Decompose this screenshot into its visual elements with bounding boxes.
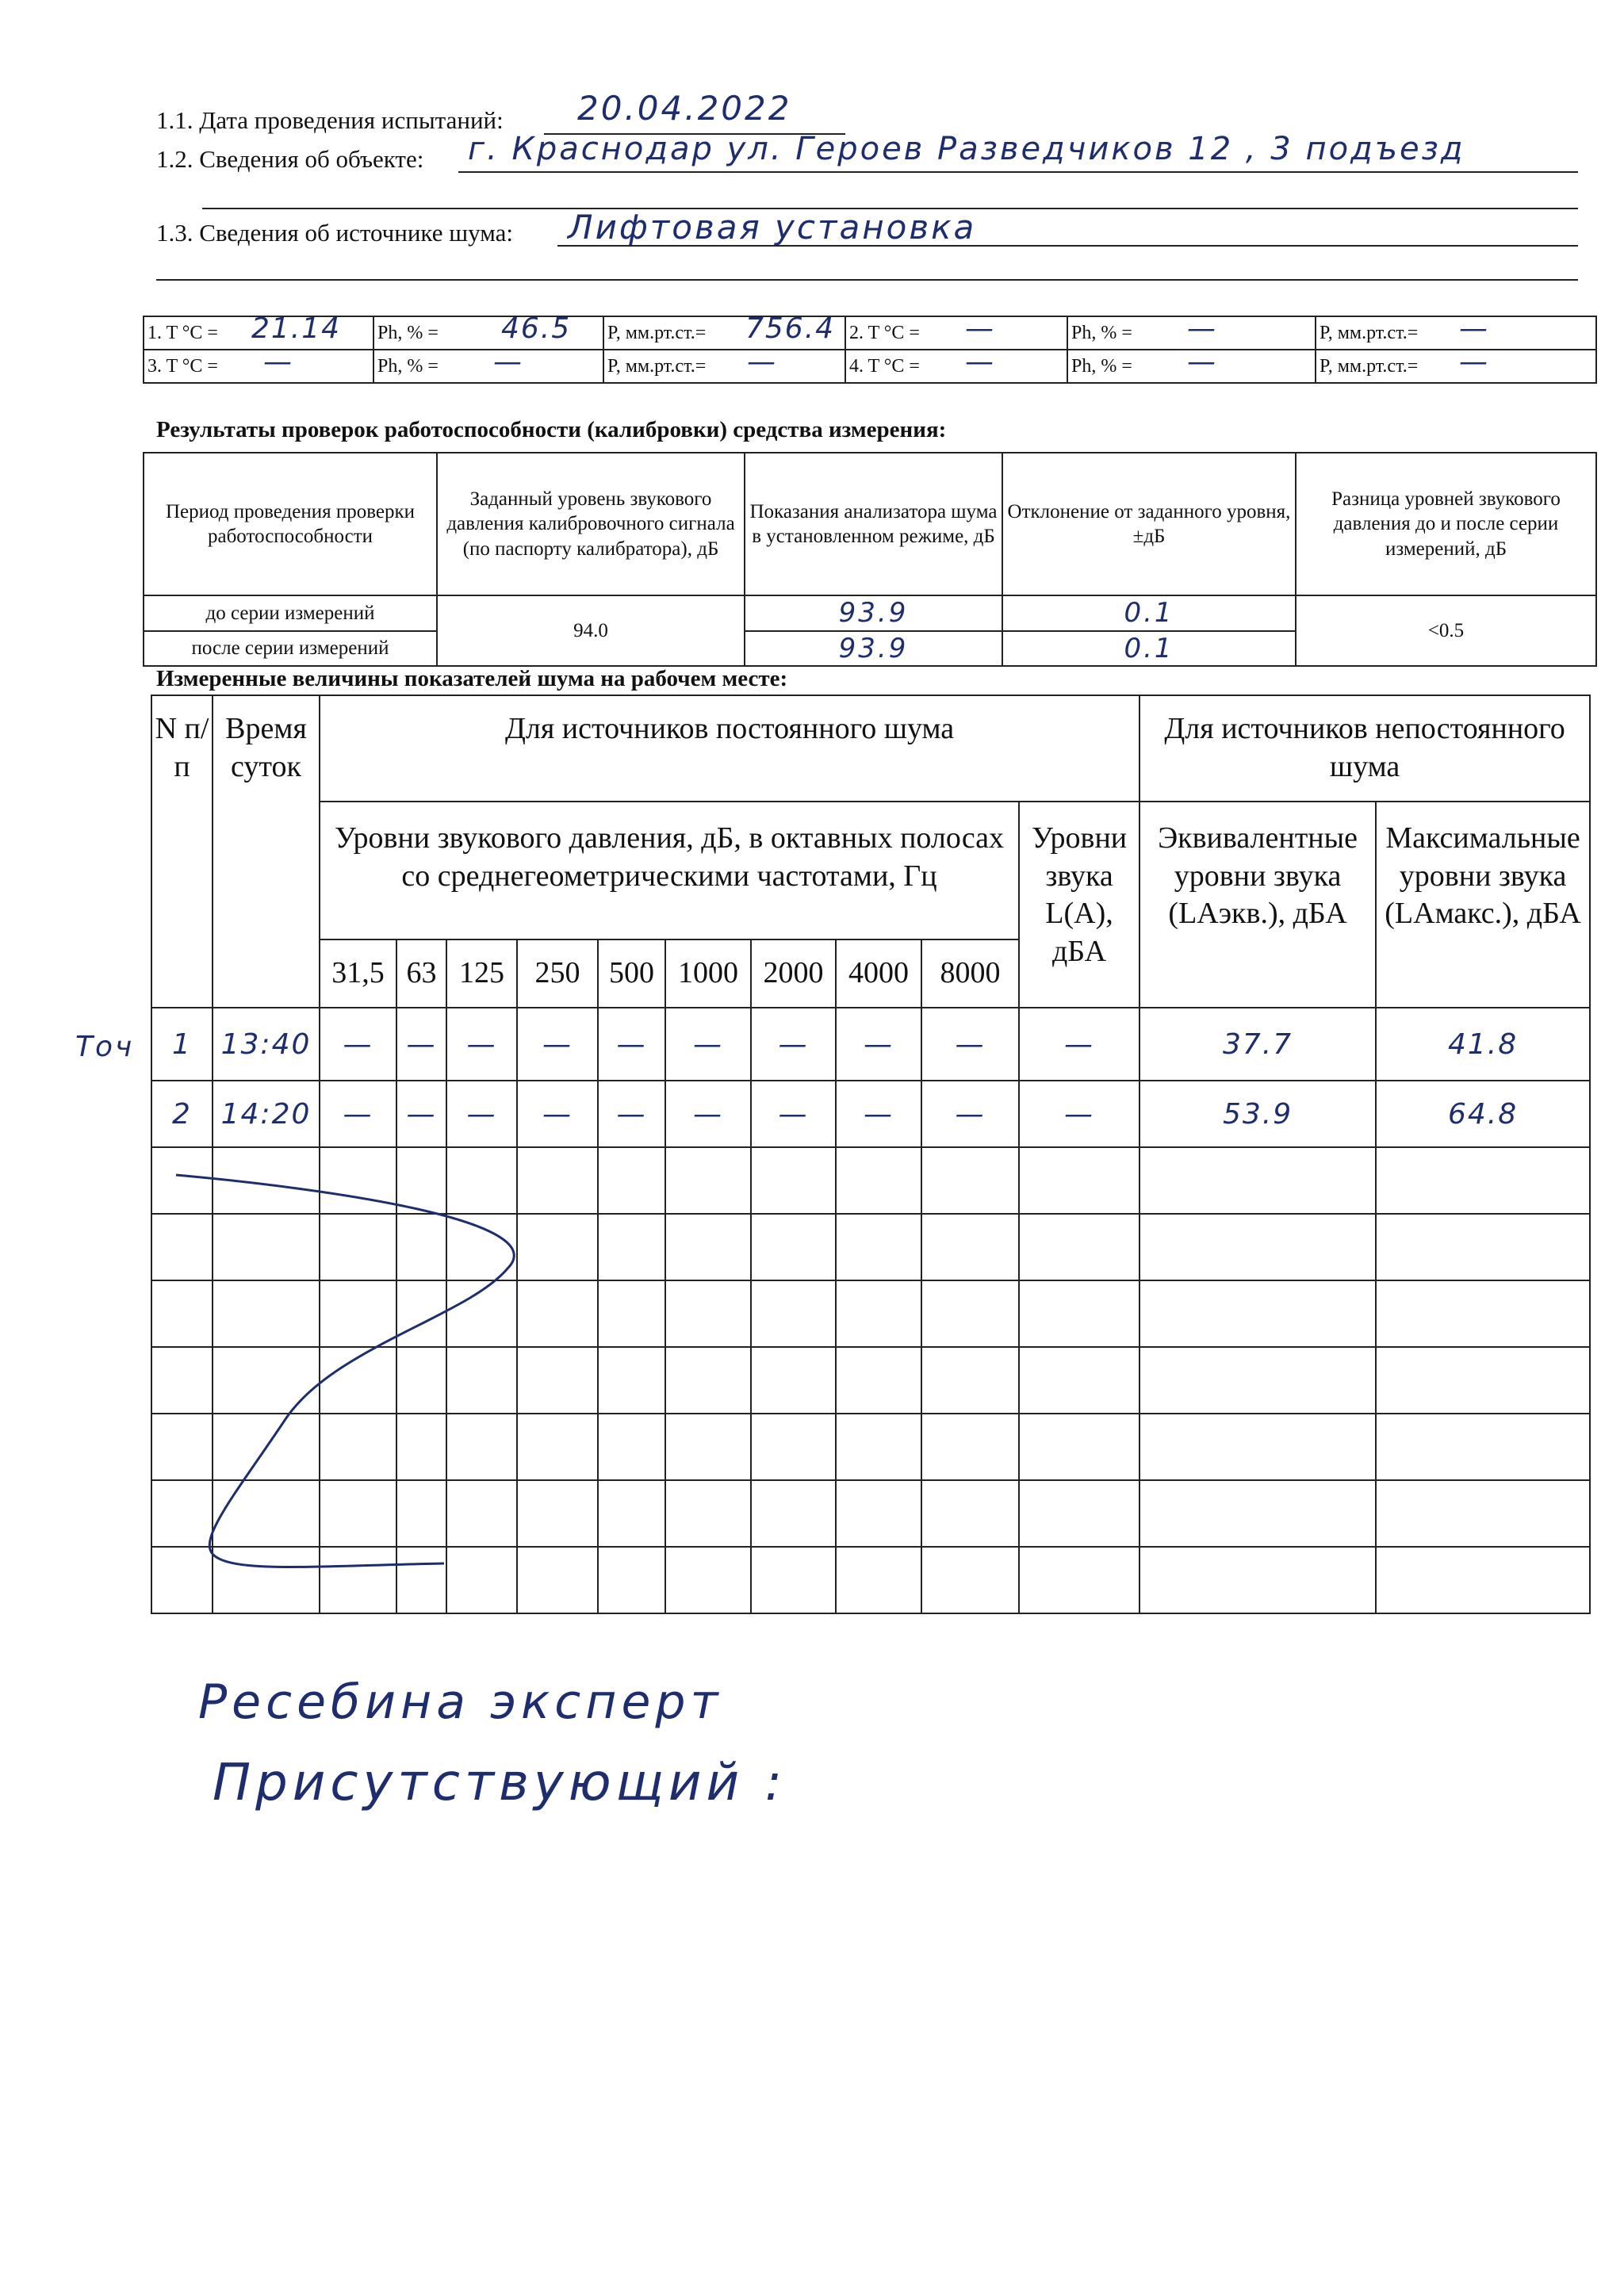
source-value: Лифтовая установка [568, 208, 977, 247]
ph4-cell: Ph, % = — [1067, 350, 1316, 383]
set-level: 94.0 [437, 595, 745, 666]
deviation-after: 0.1 [1002, 631, 1296, 667]
freq-31-5: 31,5 [320, 939, 396, 1008]
object-label: 1.2. Сведения об объекте: [156, 145, 424, 173]
footer-expert: Ресебина эксперт [198, 1674, 723, 1730]
col-laeq: Эквивалентные уровни звука (LАэкв.), дБА [1139, 802, 1376, 1008]
la-cell: — [1019, 1081, 1139, 1147]
freq-8000: 8000 [921, 939, 1019, 1008]
footer-present: Присутствующий : [213, 1754, 787, 1812]
col-setlevel: Заданный уровень звукового давления калибровочного сигнала (по паспорту калибратора), дБ [437, 453, 745, 595]
row-n: 1 [151, 1008, 213, 1081]
table-row-empty [151, 1280, 1590, 1347]
la-cell: — [1019, 1008, 1139, 1081]
octave-cell: — [598, 1008, 665, 1081]
octave-cell: — [751, 1081, 836, 1147]
col-nonconstant: Для источников непостоянного шума [1139, 695, 1590, 802]
weather-conditions-table [143, 312, 1597, 384]
col-la: Уровни звука L(A), дБА [1019, 802, 1139, 1008]
noise-header-row-1 [151, 695, 1590, 802]
freq-125: 125 [446, 939, 517, 1008]
octave-cell: — [320, 1008, 396, 1081]
table-row-empty [151, 1214, 1590, 1280]
reading-before: 93.9 [745, 595, 1002, 631]
freq-4000: 4000 [836, 939, 921, 1008]
ph1-cell: Ph, % = 46.5 [373, 316, 603, 350]
table-row [151, 1081, 1590, 1147]
octave-cell: — [921, 1081, 1019, 1147]
table-row-empty [151, 1480, 1590, 1547]
weather-row [144, 316, 1596, 350]
p3-cell: P, мм.рт.ст.= — [603, 350, 845, 383]
freq-1000: 1000 [665, 939, 751, 1008]
col-period: Период проведения проверки работоспособности [144, 453, 437, 595]
object-value: г. Краснодар ул. Героев Разведчиков 12 , 3 подъезд [468, 131, 1465, 167]
octave-cell: — [836, 1081, 921, 1147]
noise-title: Измеренные величины показателей шума на рабочем месте: [156, 666, 788, 691]
freq-250: 250 [517, 939, 598, 1008]
table-row-empty [151, 1414, 1590, 1480]
laeq-cell: 53.9 [1139, 1081, 1376, 1147]
col-lamax: Максимальные уровни звука (LАмакс.), дБА [1376, 802, 1590, 1008]
object-underline [458, 171, 1578, 173]
noise-measurements-table [151, 695, 1591, 1614]
octave-cell: — [836, 1008, 921, 1081]
date-value: 20.04.2022 [577, 89, 792, 128]
octave-cell: — [396, 1008, 446, 1081]
row-before-label: до серии измерений [144, 595, 437, 631]
col-diff: Разница уровней звукового давления до и после серии измерений, дБ [1296, 453, 1596, 595]
col-deviation: Отклонение от заданного уровня, ±дБ [1002, 453, 1296, 595]
p1-cell: P, мм.рт.ст.= 756.4 [603, 316, 845, 350]
freq-2000: 2000 [751, 939, 836, 1008]
col-time: Время суток [213, 695, 320, 1008]
p2-cell: P, мм.рт.ст.= — [1316, 316, 1596, 350]
octave-cell: — [751, 1008, 836, 1081]
lamax-cell: 64.8 [1376, 1081, 1590, 1147]
source-underline-2 [156, 279, 1578, 281]
ph3-cell: Ph, % = — [373, 350, 603, 383]
col-octave: Уровни звукового давления, дБ, в октавных полосах со среднегеометрическими частотами, Гц [320, 802, 1019, 939]
t4-cell: 4. T °C = — [845, 350, 1067, 383]
p4-cell: P, мм.рт.ст.= — [1316, 350, 1596, 383]
table-row-empty [151, 1347, 1590, 1414]
table-row-empty [151, 1547, 1590, 1613]
octave-cell: — [396, 1081, 446, 1147]
row-time: 13:40 [213, 1008, 320, 1081]
octave-cell: — [665, 1008, 751, 1081]
row-n: 2 [151, 1081, 213, 1147]
weather-row [144, 350, 1596, 383]
calibration-table [143, 452, 1597, 667]
octave-cell: — [665, 1081, 751, 1147]
t1-cell: 1. T °C = 21.14 [144, 316, 373, 350]
freq-63: 63 [396, 939, 446, 1008]
row-after-label: после серии измерений [144, 631, 437, 667]
col-n: N п/п [151, 695, 213, 1008]
date-label: 1.1. Дата проведения испытаний: [156, 106, 504, 134]
laeq-cell: 37.7 [1139, 1008, 1376, 1081]
octave-cell: — [446, 1008, 517, 1081]
source-label: 1.3. Сведения об источнике шума: [156, 219, 513, 247]
octave-cell: — [320, 1081, 396, 1147]
calibration-title: Результаты проверок работоспособности (калибровки) средства измерения: [156, 417, 947, 442]
octave-cell: — [598, 1081, 665, 1147]
octave-cell: — [446, 1081, 517, 1147]
diff-value: <0.5 [1296, 595, 1596, 666]
col-constant: Для источников постоянного шума [320, 695, 1139, 802]
deviation-before: 0.1 [1002, 595, 1296, 631]
reading-after: 93.9 [745, 631, 1002, 667]
octave-cell: — [517, 1081, 598, 1147]
table-row-empty [151, 1147, 1590, 1214]
octave-cell: — [517, 1008, 598, 1081]
calibration-header-row [144, 453, 1596, 595]
t3-cell: 3. T °C = — [144, 350, 373, 383]
table-row [151, 1008, 1590, 1081]
calibration-row-before [144, 595, 1596, 631]
row-time: 14:20 [213, 1081, 320, 1147]
noise-header-row-2 [151, 802, 1590, 939]
row-marker: Точ [75, 1031, 135, 1063]
t2-cell: 2. T °C = — [845, 316, 1067, 350]
lamax-cell: 41.8 [1376, 1008, 1590, 1081]
ph2-cell: Ph, % = — [1067, 316, 1316, 350]
octave-cell: — [921, 1008, 1019, 1081]
col-reading: Показания анализатора шума в установленном режиме, дБ [745, 453, 1002, 595]
freq-500: 500 [598, 939, 665, 1008]
